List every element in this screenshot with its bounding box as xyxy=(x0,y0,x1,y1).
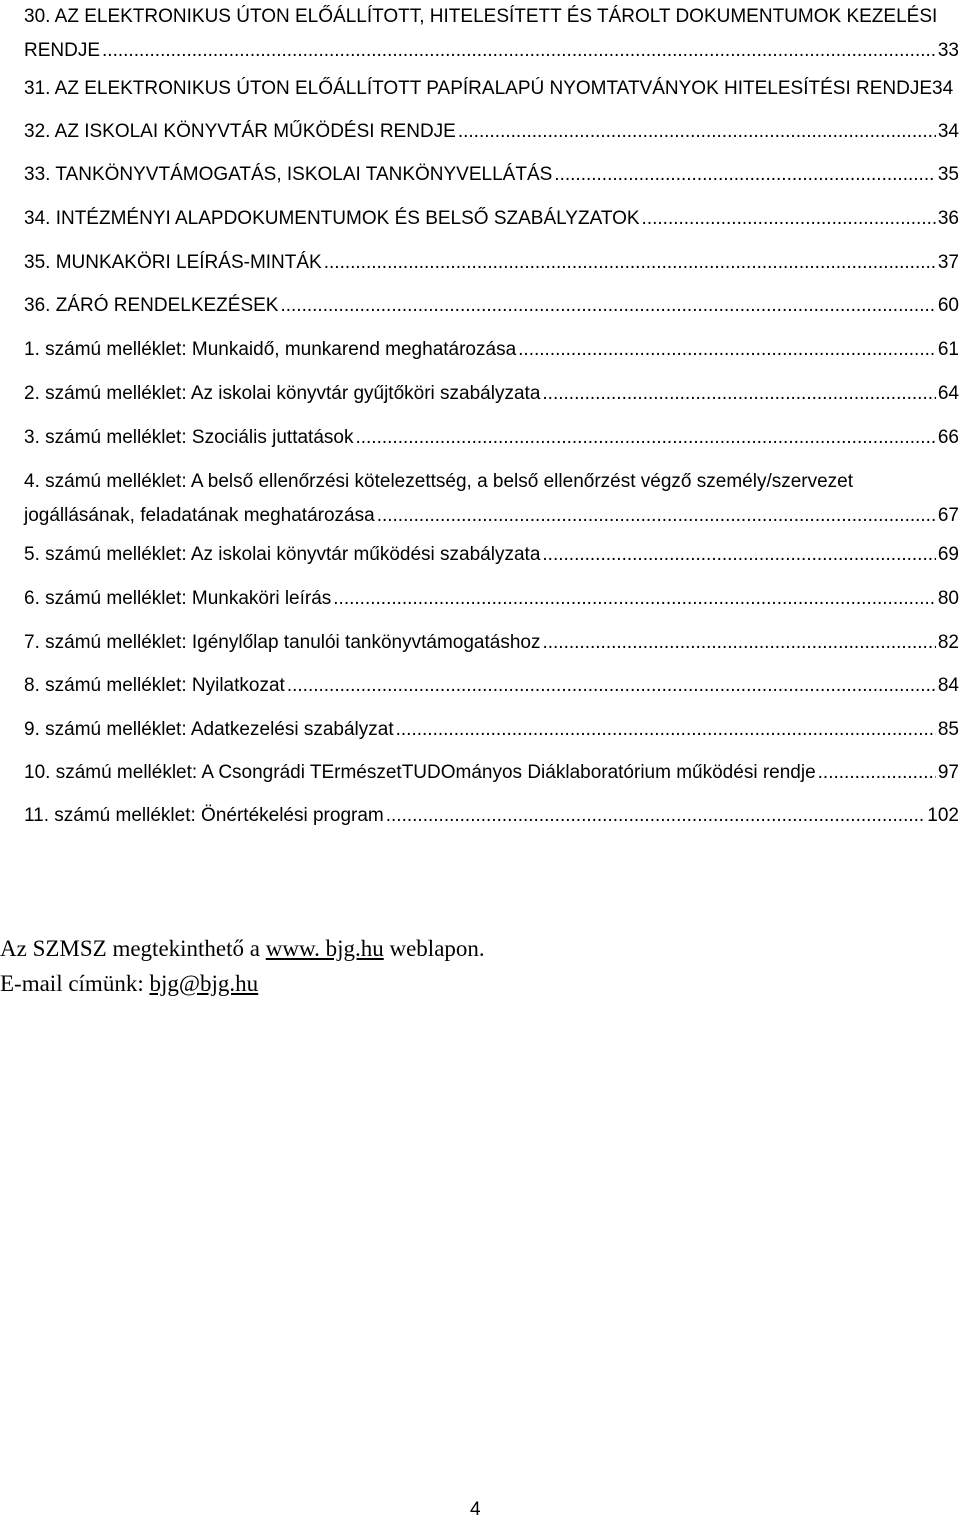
email-link[interactable]: bjg@bjg.hu xyxy=(149,971,259,996)
toc-entry-title-line1: 30. AZ ELEKTRONIKUS ÚTON ELŐÁLLÍTOTT, HITELESÍTETT ÉS TÁROLT DOKUMENTUMOK KEZELÉSI xyxy=(24,6,938,27)
toc-entry[interactable] xyxy=(24,333,959,367)
toc-entry[interactable] xyxy=(24,115,959,149)
toc-entry-page: 34 xyxy=(937,121,959,142)
toc-leader-dots xyxy=(280,289,935,323)
toc-entry[interactable] xyxy=(24,626,959,660)
toc-entry-title: 6. számú melléklet: Munkaköri leírás xyxy=(24,588,332,609)
toc-entry-title: 34. INTÉZMÉNYI ALAPDOKUMENTUMOK ÉS BELSŐ SZABÁLYZATOK xyxy=(24,208,640,229)
toc-entry-page: 102 xyxy=(927,805,959,826)
email-note-prefix: E-mail címünk: xyxy=(0,971,150,996)
toc-entry[interactable] xyxy=(24,289,959,323)
toc-entry-title: 32. AZ ISKOLAI KÖNYVTÁR MŰKÖDÉSI RENDJE xyxy=(24,121,456,142)
toc-entry-title-line1: 4. számú melléklet: A belső ellenőrzési kötelezettség, a belső ellenőrzést végző személy/szervezet xyxy=(24,471,854,492)
toc-leader-dots xyxy=(287,669,936,703)
toc-entry[interactable] xyxy=(24,377,959,411)
toc-leader-dots xyxy=(458,115,936,149)
toc-entry-page: 67 xyxy=(937,505,959,526)
toc-entry[interactable] xyxy=(24,72,959,106)
toc-entry-title: 9. számú melléklet: Adatkezelési szabályzat xyxy=(24,719,394,740)
toc-entry-title: RENDJE xyxy=(24,40,101,61)
toc-leader-dots xyxy=(386,799,926,833)
toc-entry-title: 2. számú melléklet: Az iskolai könyvtár gyűjtőköri szabályzata xyxy=(24,383,541,404)
toc-leader-dots xyxy=(642,202,936,236)
email-note xyxy=(0,969,258,999)
toc-leader-dots xyxy=(818,756,936,790)
toc-leader-dots xyxy=(542,626,935,660)
toc-entry-page: 37 xyxy=(937,252,959,273)
toc-entry-page: 36 xyxy=(937,208,959,229)
toc-entry[interactable] xyxy=(24,582,959,616)
website-note-suffix: weblapon. xyxy=(383,936,485,961)
website-note xyxy=(0,934,485,964)
toc-entry[interactable] xyxy=(24,421,959,455)
toc-entry-title: 10. számú melléklet: A Csongrádi TErmészetTUDOmányos Diáklaboratórium működési rendje xyxy=(24,762,816,783)
toc-entry-page: 60 xyxy=(937,295,959,316)
toc-entry-page: 84 xyxy=(937,675,959,696)
toc-leader-dots xyxy=(542,377,935,411)
toc-entry-page: 66 xyxy=(937,427,959,448)
toc-entry-page: 97 xyxy=(937,762,959,783)
toc-entry[interactable] xyxy=(24,465,959,533)
toc-leader-dots xyxy=(542,538,935,572)
toc-entry[interactable] xyxy=(24,713,959,747)
toc-entry-page: 69 xyxy=(937,544,959,565)
toc-leader-dots xyxy=(102,34,936,68)
toc-leader-dots xyxy=(396,713,936,747)
toc-leader-dots xyxy=(324,246,936,280)
toc-entry-page: 33 xyxy=(937,40,959,61)
toc-entry-title: 36. ZÁRÓ RENDELKEZÉSEK xyxy=(24,295,279,316)
toc-leader-dots xyxy=(554,158,936,192)
website-note-prefix: Az SZMSZ megtekinthető a xyxy=(0,936,266,961)
toc-entry-title: 7. számú melléklet: Igénylőlap tanulói tankönyvtámogatáshoz xyxy=(24,632,541,653)
toc-entry[interactable] xyxy=(24,0,959,68)
toc-entry-title: 5. számú melléklet: Az iskolai könyvtár működési szabályzata xyxy=(24,544,541,565)
toc-entry[interactable] xyxy=(24,669,959,703)
toc-entry-page: 82 xyxy=(937,632,959,653)
toc-entry-title: 8. számú melléklet: Nyilatkozat xyxy=(24,675,285,696)
toc-leader-dots xyxy=(377,499,936,533)
toc-entry[interactable] xyxy=(24,246,959,280)
toc-leader-dots xyxy=(518,333,936,367)
toc-entry-page: 61 xyxy=(937,339,959,360)
toc-entry[interactable] xyxy=(24,158,959,192)
toc-entry-title: 1. számú melléklet: Munkaidő, munkarend meghatározása xyxy=(24,339,517,360)
toc-leader-dots xyxy=(333,582,936,616)
toc-entry-title: 33. TANKÖNYVTÁMOGATÁS, ISKOLAI TANKÖNYVELLÁTÁS xyxy=(24,164,553,185)
toc-entry-page: 64 xyxy=(937,383,959,404)
toc-entry[interactable] xyxy=(24,538,959,572)
toc-entry-page: 85 xyxy=(937,719,959,740)
toc-entry-title: jogállásának, feladatának meghatározása xyxy=(24,505,375,526)
page-number: 4 xyxy=(470,1499,481,1520)
toc-entry-page: 80 xyxy=(937,588,959,609)
toc-entry[interactable] xyxy=(24,202,959,236)
toc-entry-title: 35. MUNKAKÖRI LEÍRÁS-MINTÁK xyxy=(24,252,322,273)
toc-entry-page: 35 xyxy=(937,164,959,185)
toc-entry-page: 34 xyxy=(932,78,954,99)
toc-entry[interactable] xyxy=(24,756,959,790)
website-link[interactable]: www. bjg.hu xyxy=(265,936,384,961)
toc-leader-dots xyxy=(355,421,935,455)
toc-entry-title: 11. számú melléklet: Önértékelési program xyxy=(24,805,384,826)
toc-entry-title: 31. AZ ELEKTRONIKUS ÚTON ELŐÁLLÍTOTT PAPÍRALAPÚ NYOMTATVÁNYOK HITELESÍTÉSI RENDJE xyxy=(24,78,933,99)
toc-entry[interactable] xyxy=(24,799,959,833)
toc-entry-title: 3. számú melléklet: Szociális juttatások xyxy=(24,427,354,448)
